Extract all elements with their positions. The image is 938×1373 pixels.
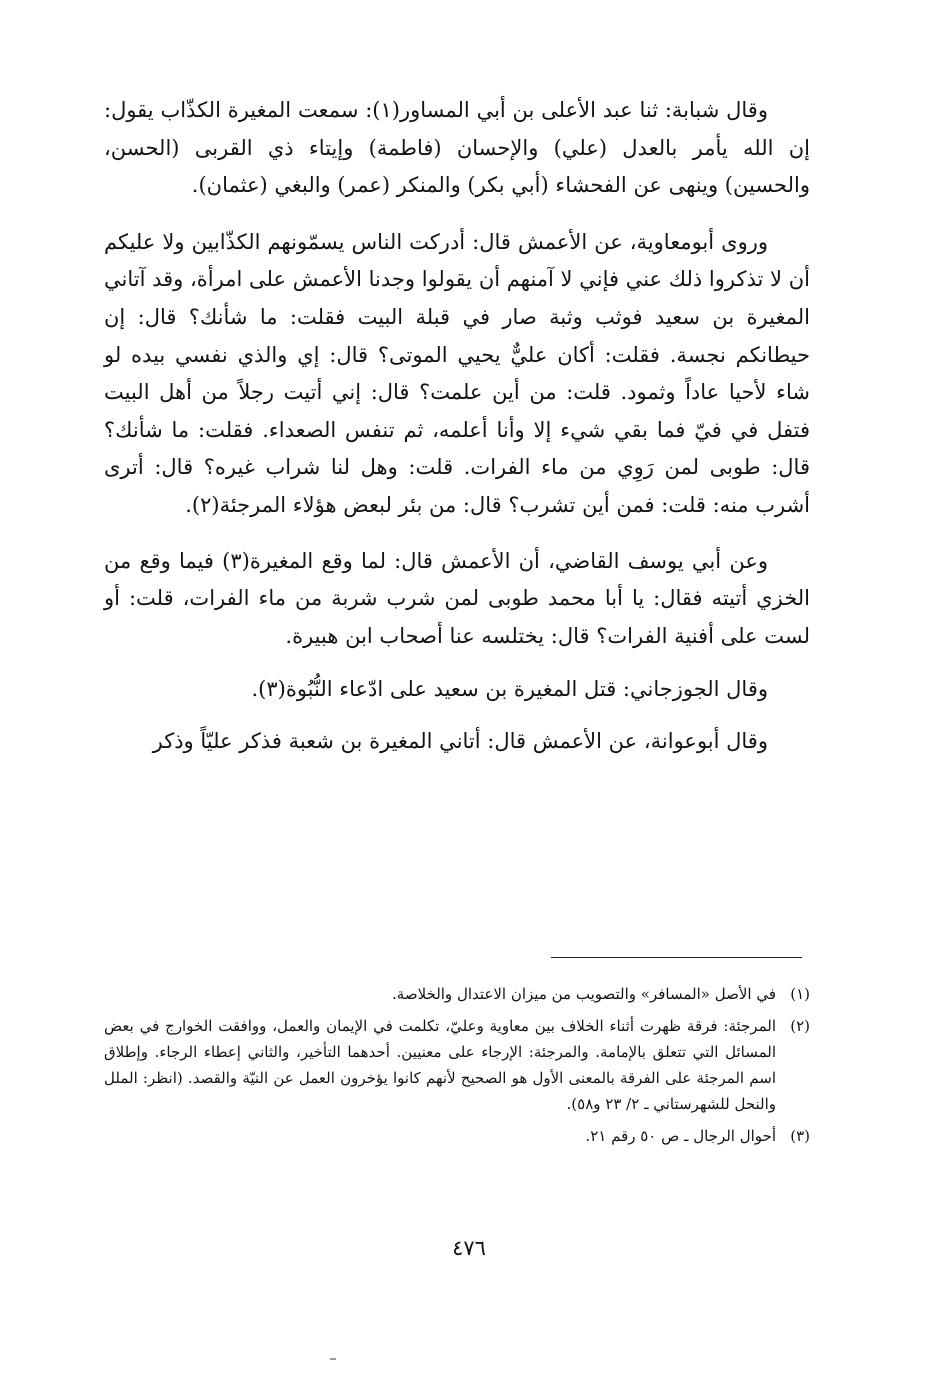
footnote-text: المرجئة: فرقة ظهرت أثناء الخلاف بين معاوية وعليّ، تكلمت في الإيمان والعمل، ووافقت الخوارج في بعض المسائل التي تتعلق بالإمامة. والمرجئة: الإرجاء على معنيين. أحدهما التأخير، والثاني إعطاء الرجاء. وإطلاق اسم المرجئة على الفرقة بالمعنى الأول هو الصحيح لأنهم كانوا يؤخرون العمل عن النيّة والقصد. (انظر: الملل والنحل للشهرستاني ـ ٢/ ٢٣ و٥٨). xyxy=(104,1017,776,1113)
paragraph-shababa: وقال شبابة: ثنا عبد الأعلى بن أبي المساور(١): سمعت المغيرة الكذّاب يقول: إن الله يأمر بالعدل (علي) والإحسان (فاطمة) وإيتاء ذي القربى (الحسن، والحسين) وينهى عن الفحشاء (أبي بكر) والمنكر (عمر) والبغي (عثمان). xyxy=(104,98,810,198)
main-text xyxy=(104,92,810,761)
footnote-divider xyxy=(551,957,802,958)
footnotes xyxy=(104,981,810,1155)
footnote-number: (٣) xyxy=(790,1127,810,1145)
paragraph-juzjani: وقال الجوزجاني: قتل المغيرة بن سعيد على ادّعاء النُّبُوة(٣). xyxy=(251,677,768,702)
footnote-2 xyxy=(104,1013,810,1117)
footnote-3 xyxy=(104,1123,810,1149)
paragraph-abu-muawiya: وروى أبومعاوية، عن الأعمش قال: أدركت الناس يسمّونهم الكذّابين ولا عليكم أن لا تذكروا ذلك عني فإني لا آمنهم أن يقولوا وجدنا الأعمش على امرأة، وقد آتاني المغيرة بن سعيد فوثب وثبة صار في قبلة البيت فقلت: ما شأنك؟ قال: إن حيطانكم نجسة. فقلت: أكان عليٌّ يحيي الموتى؟ قال: إي والذي نفسي بيده لو شاء لأحيا عاداً وثمود. قلت: من أين علمت؟ قال: إني أتيت رجلاً من أهل البيت فتفل في فيّ فما بقي شيء إلا وأنا أعلمه، ثم تنفس الصعداء. فقلت: ما شأنك؟ قال: طوبى لمن رَوِي من ماء الفرات. قلت: وهل لنا شراب غيره؟ قال: أترى أشرب منه: قلت: فمن أين تشرب؟ قال: من بئر لبعض هؤلاء المرجئة(٢). xyxy=(104,229,810,517)
footnote-number: (١) xyxy=(790,985,810,1003)
page-number: ٤٧٦ xyxy=(452,1236,486,1260)
scan-speck xyxy=(330,1358,336,1360)
footnote-text: أحوال الرجال ـ ص ٥٠ رقم ٢١. xyxy=(585,1127,776,1145)
paragraph-abu-yusuf: وعن أبي يوسف القاضي، أن الأعمش قال: لما وقع المغيرة(٣) فيما وقع من الخزي أتيته فقال: يا أبا محمد طوبى لمن شرب شربة من ماء الفرات، قلت: أو لست على أفنية الفرات؟ قال: يختلسه عنا أصحاب ابن هبيرة. xyxy=(104,548,810,648)
footnote-number: (٢) xyxy=(790,1017,810,1035)
footnote-1 xyxy=(104,981,810,1007)
paragraph-abu-awana: وقال أبوعوانة، عن الأعمش قال: أتاني المغيرة بن شعبة فذكر عليّاً وذكر xyxy=(152,728,768,753)
footnote-text: في الأصل «المسافر» والتصويب من ميزان الاعتدال والخلاصة. xyxy=(392,985,776,1003)
